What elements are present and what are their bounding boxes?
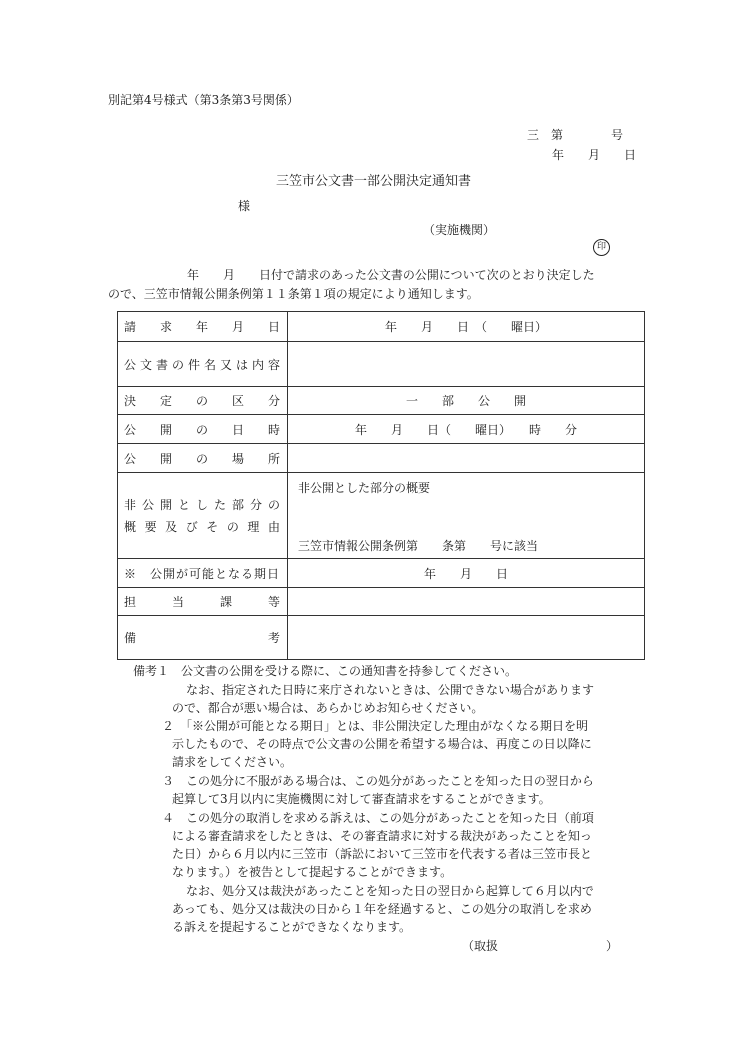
- decision-category-value: 一 部 公 開: [288, 387, 645, 415]
- table-row: [118, 444, 645, 473]
- row-label: 請求年月日: [118, 312, 288, 342]
- issuer-label: （実施機関）: [423, 223, 496, 237]
- document-number: 三 第 号: [527, 128, 624, 142]
- row-label: 備考: [118, 616, 288, 660]
- table-row: [118, 342, 645, 387]
- note-3-line: 起算して3月以内に実施機関に対して審査請求をすることができます。: [172, 792, 551, 806]
- note-4-line: なります。）を被告として提起することができます。: [172, 865, 453, 879]
- document-title: 三笠市公文書一部公開決定通知書: [276, 174, 472, 189]
- row-label: ※ 公開が可能となる期日: [118, 559, 288, 588]
- row-label: 決定の区分: [118, 387, 288, 415]
- table-row: [118, 559, 645, 588]
- addressee-suffix: 様: [238, 199, 251, 213]
- intro-line-2: ので、三笠市情報公開条例第１１条第１項の規定により通知します。: [108, 287, 479, 301]
- note-1-line: ので、都合が悪い場合は、あらかじめお知らせください。: [172, 701, 484, 715]
- table-row: [118, 415, 645, 444]
- request-date-value: 年 月 日 （ 曜日）: [288, 312, 645, 342]
- decision-table: [117, 311, 645, 660]
- note-2-line: 請求をしてください。: [172, 755, 293, 769]
- note-4-line: た日）から６月以内に三笠市（訴訟において三笠市を代表する者は三笠市長と: [172, 847, 593, 861]
- nondisclosure-summary-label: 非公開とした部分の概要: [298, 481, 431, 495]
- ordinance-clause-label: 三笠市情報公開条例第 条第 号に該当: [298, 539, 539, 553]
- seal-mark: 印: [593, 239, 610, 256]
- note-4-line: なお、処分又は裁決があったことを知った日の翌日から起算して６月以内で: [186, 884, 594, 898]
- disclosure-place-value: [288, 444, 645, 473]
- table-row: [118, 588, 645, 616]
- row-label: 公文書の件名又は内容: [118, 342, 288, 387]
- note-4-line: あっても、処分又は裁決の日から１年を経過すると、この処分の取消しを求め: [172, 902, 592, 916]
- note-4-line: ４ この処分の取消しを求める訴えは、この処分があったことを知った日（前項: [162, 811, 594, 825]
- note-4-line: による審査請求をしたときは、その審査請求に対する裁決があったことを知っ: [172, 829, 592, 843]
- row-label: 公開の場所: [118, 444, 288, 473]
- responsible-section-value: [288, 588, 645, 616]
- note-4-line: る訴えを提起することができなくなります。: [172, 920, 412, 934]
- disclosable-date-value: 年 月 日: [288, 559, 645, 588]
- remarks-value: [288, 616, 645, 660]
- handling-label: （取扱 ）: [462, 939, 619, 953]
- note-1-line: なお、指定された日時に来庁されないときは、公開できない場合があります: [186, 683, 595, 697]
- disclosure-datetime-value: 年 月 日（ 曜日） 時 分: [288, 415, 645, 444]
- table-row: [118, 616, 645, 660]
- note-2-line: ２ 「※公開が可能となる期日」とは、非公開決定した理由がなくなる期日を明: [162, 719, 589, 733]
- nondisclosure-reason-value: [288, 473, 645, 559]
- table-row: [118, 473, 645, 559]
- document-subject-value: [288, 342, 645, 387]
- table-row: [118, 312, 645, 342]
- document-date: 年 月 日: [552, 148, 637, 162]
- row-label: 担当課等: [118, 588, 288, 616]
- table-row: [118, 387, 645, 415]
- intro-line-1: 年 月 日付で請求のあった公文書の公開について次のとおり決定した: [187, 268, 595, 282]
- form-label: 別記第4号様式（第3条第3号関係）: [108, 93, 299, 107]
- row-label: 非公開とした部分の 概要及びその理由: [118, 473, 288, 559]
- note-2-line: 示したもので、その時点で公文書の公開を希望する場合は、再度この日以降に: [172, 737, 592, 751]
- note-3-line: ３ この処分に不服がある場合は、この処分があったことを知った日の翌日から: [162, 774, 594, 788]
- note-1-line: 備考１ 公文書の公開を受ける際に、この通知書を持参してください。: [133, 664, 518, 678]
- row-label: 公開の日時: [118, 415, 288, 444]
